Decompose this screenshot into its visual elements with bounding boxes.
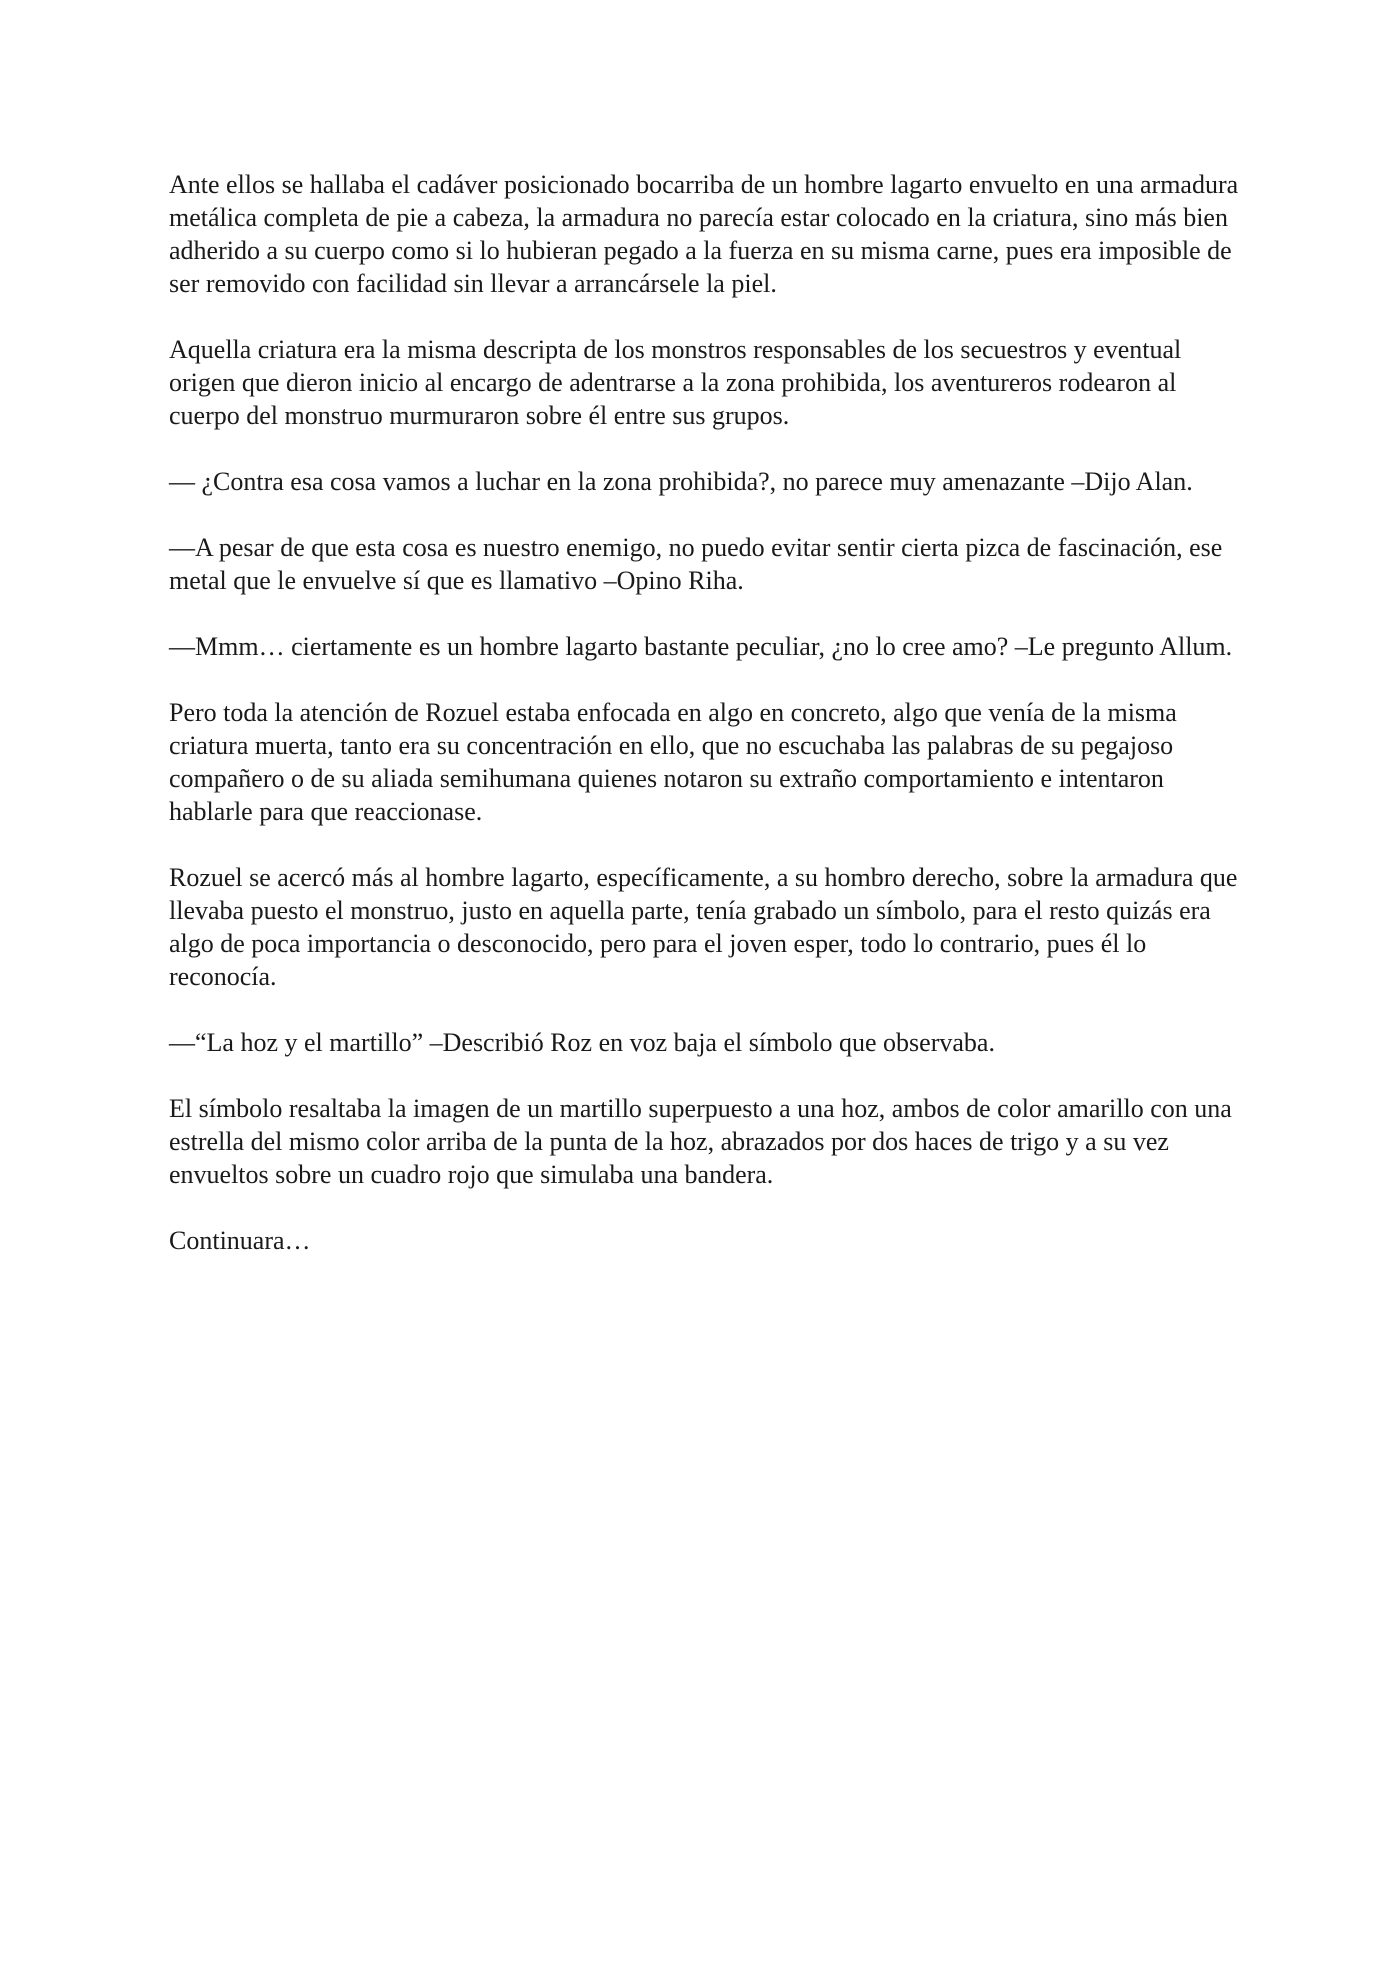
paragraph-8: —“La hoz y el martillo” –Describió Roz en voz baja el símbolo que observaba. <box>169 1028 995 1057</box>
paragraph-10: Continuara… <box>169 1226 311 1255</box>
paragraph-9: El símbolo resaltaba la imagen de un martillo superpuesto a una hoz, ambos de color amarillo con una estrella del mismo color arriba de la punta de la hoz, abrazados por dos haces de trigo y a su vez envueltos sobre un cuadro rojo que simulaba una bandera. <box>169 1094 1232 1189</box>
paragraph-4: —A pesar de que esta cosa es nuestro enemigo, no puedo evitar sentir cierta pizca de fascinación, ese metal que le envuelve sí que es llamativo –Opino Riha. <box>169 533 1223 595</box>
paragraph-6: Pero toda la atención de Rozuel estaba enfocada en algo en concreto, algo que venía de la misma criatura muerta, tanto era su concentración en ello, que no escuchaba las palabras de su pegajoso compañero o de su aliada semihumana quienes notaron su extraño comportamiento e intentaron hablarle para que reaccionase. <box>169 698 1177 826</box>
paragraph-2: Aquella criatura era la misma descripta de los monstros responsables de los secuestros y eventual origen que dieron inicio al encargo de adentrarse a la zona prohibida, los aventureros rodearon al cuerpo del monstruo murmuraron sobre él entre sus grupos. <box>169 335 1182 430</box>
paragraph-1: Ante ellos se hallaba el cadáver posicionado bocarriba de un hombre lagarto envuelto en una armadura metálica completa de pie a cabeza, la armadura no parecía estar colocado en la criatura, sino más bien adherido a su cuerpo como si lo hubieran pegado a la fuerza en su misma carne, pues era imposible de ser removido con facilidad sin llevar a arrancársele la piel. <box>169 170 1239 298</box>
paragraph-3: — ¿Contra esa cosa vamos a luchar en la zona prohibida?, no parece muy amenazante –Dijo Alan. <box>169 467 1193 496</box>
document-body <box>169 168 1239 1290</box>
paragraph-5: —Mmm… ciertamente es un hombre lagarto bastante peculiar, ¿no lo cree amo? –Le pregunto Allum. <box>169 632 1233 661</box>
paragraph-7: Rozuel se acercó más al hombre lagarto, específicamente, a su hombro derecho, sobre la armadura que llevaba puesto el monstruo, justo en aquella parte, tenía grabado un símbolo, para el resto quizás era algo de poca importancia o desconocido, pero para el joven esper, todo lo contrario, pues él lo reconocía. <box>169 863 1238 991</box>
